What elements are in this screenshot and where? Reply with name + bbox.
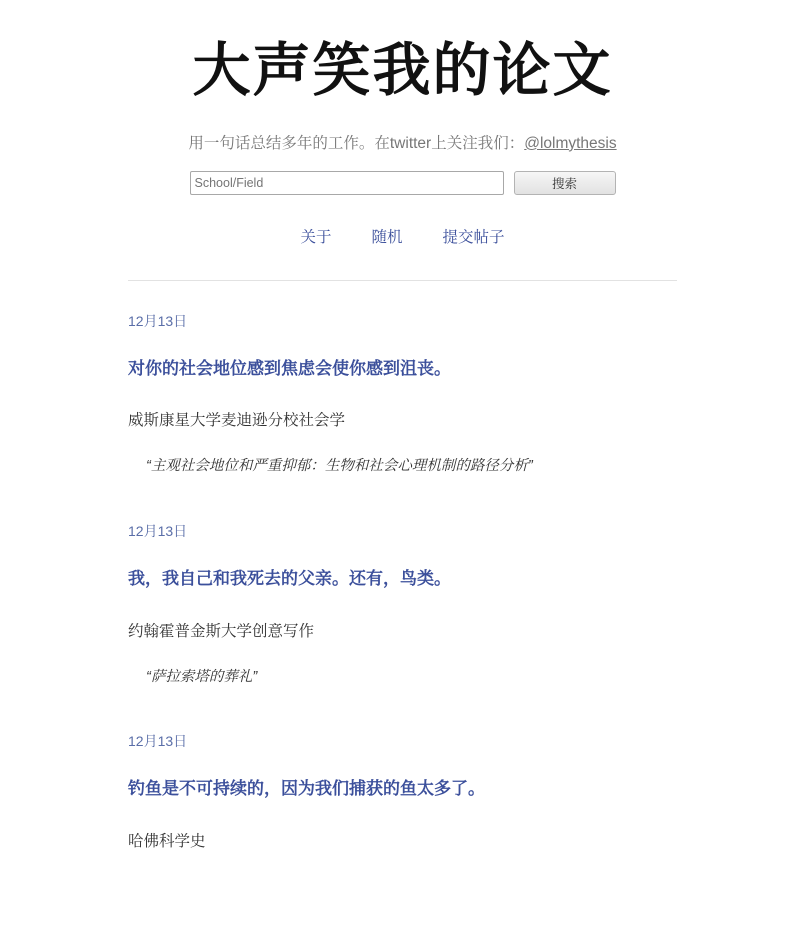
post-list [0,281,805,851]
post-thesis: “萨拉索塔的葬礼” [146,668,258,685]
post-item [128,687,677,851]
post-title[interactable]: 我，我自己和我死去的父亲。还有，鸟类。 [128,568,451,588]
post-school: 威斯康星大学麦迪逊分校社会学 [128,412,346,430]
nav-item-submit[interactable]: 提交帖子 [442,228,505,246]
post-school: 约翰霍普金斯大学创意写作 [128,622,315,640]
post-item [128,281,677,477]
post-title[interactable]: 钓鱼是不可持续的，因为我们捕获的鱼太多了。 [128,778,485,798]
post-item [128,477,677,687]
search-input[interactable] [190,171,504,195]
post-thesis: “主观社会地位和严重抑郁：生物和社会心理机制的路径分析” [146,458,533,475]
twitter-handle-link[interactable]: @lolmythesis [524,134,617,152]
nav-item-random[interactable]: 随机 [371,228,403,246]
site-tagline [0,131,805,153]
main-nav [0,225,805,247]
tagline-text: 用一句话总结多年的工作。在twitter上关注我们： [188,134,525,152]
nav-item-about[interactable]: 关于 [300,228,332,246]
page-container [0,38,805,851]
post-date: 12月13日 [128,522,188,539]
search-button[interactable]: 搜索 [514,171,616,195]
post-school: 哈佛科学史 [128,832,206,850]
post-title[interactable]: 对你的社会地位感到焦虑会使你感到沮丧。 [128,358,451,378]
post-date: 12月13日 [128,732,188,749]
search-bar [0,171,805,195]
post-date: 12月13日 [128,312,188,329]
page-title: 大声笑我的论文 [192,38,613,103]
